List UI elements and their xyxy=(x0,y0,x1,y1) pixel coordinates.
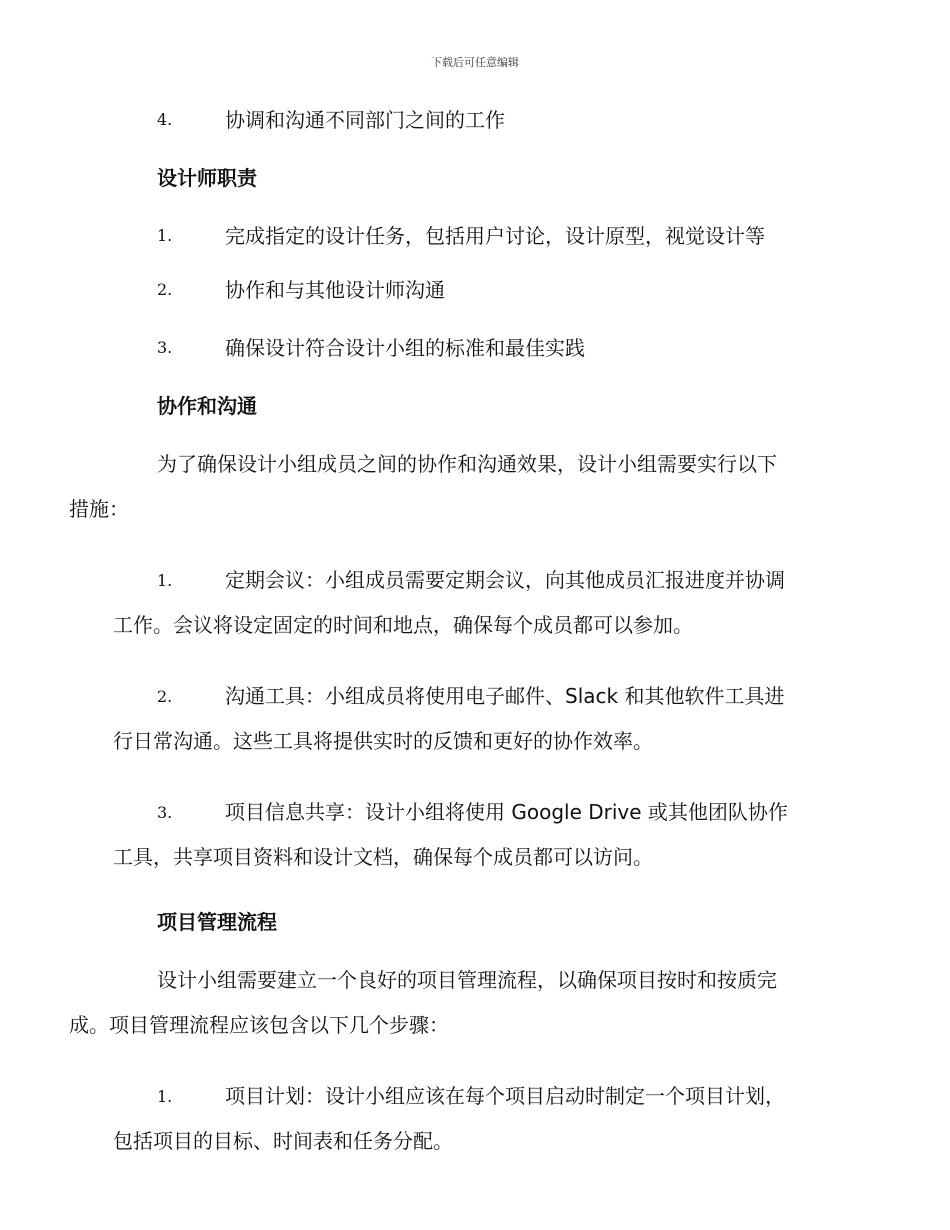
list-text: 协作和与其他设计师沟通 xyxy=(225,278,445,302)
list-number: 3. xyxy=(157,803,173,822)
list-item xyxy=(113,674,835,764)
section-heading-pm: 项目管理流程 xyxy=(157,910,277,934)
list-item xyxy=(113,280,835,300)
paragraph-line: 成。项目管理流程应该包含以下几个步骤： xyxy=(69,1013,449,1037)
list-item xyxy=(113,226,835,246)
list-text-line1: 项目信息共享：设计小组将使用 Google Drive 或其他团队协作 xyxy=(225,800,788,824)
list-number: 2. xyxy=(157,687,173,706)
collab-intro-paragraph xyxy=(69,442,835,532)
list-number: 2. xyxy=(157,280,173,299)
list-item xyxy=(113,790,835,880)
document-body xyxy=(69,108,835,1190)
list-item xyxy=(113,110,835,130)
list-text: 协调和沟通不同部门之间的工作 xyxy=(225,108,505,132)
list-number: 4. xyxy=(157,110,173,129)
list-text-line1: 项目计划：设计小组应该在每个项目启动时制定一个项目计划， xyxy=(225,1084,785,1108)
list-text-line2: 包括项目的目标、时间表和任务分配。 xyxy=(113,1129,453,1153)
paragraph-line: 措施： xyxy=(69,497,129,521)
list-text-line2: 工具，共享项目资料和设计文档，确保每个成员都可以访问。 xyxy=(113,845,653,869)
list-item xyxy=(113,1074,835,1164)
section-heading-designer: 设计师职责 xyxy=(157,166,257,190)
list-number: 1. xyxy=(157,1087,173,1106)
list-number: 1. xyxy=(157,571,173,590)
list-text-line1: 定期会议：小组成员需要定期会议，向其他成员汇报进度并协调 xyxy=(225,568,785,592)
list-text: 完成指定的设计任务，包括用户讨论，设计原型，视觉设计等 xyxy=(225,224,765,248)
list-text: 确保设计符合设计小组的标准和最佳实践 xyxy=(225,336,585,360)
list-item xyxy=(113,338,835,358)
list-text-line2: 工作。会议将设定固定的时间和地点，确保每个成员都可以参加。 xyxy=(113,613,693,637)
paragraph-line: 为了确保设计小组成员之间的协作和沟通效果，设计小组需要实行以下 xyxy=(157,452,777,476)
pm-intro-paragraph xyxy=(69,958,835,1048)
list-text-line1: 沟通工具：小组成员将使用电子邮件、Slack 和其他软件工具进 xyxy=(225,684,785,708)
list-number: 1. xyxy=(157,226,173,245)
list-number: 3. xyxy=(157,338,173,357)
list-item xyxy=(113,558,835,648)
list-text-line2: 行日常沟通。这些工具将提供实时的反馈和更好的协作效率。 xyxy=(113,729,653,753)
section-heading-collab: 协作和沟通 xyxy=(157,394,257,418)
paragraph-line: 设计小组需要建立一个良好的项目管理流程，以确保项目按时和按质完 xyxy=(157,968,777,992)
page-header: 下载后可任意编辑 xyxy=(431,56,519,69)
